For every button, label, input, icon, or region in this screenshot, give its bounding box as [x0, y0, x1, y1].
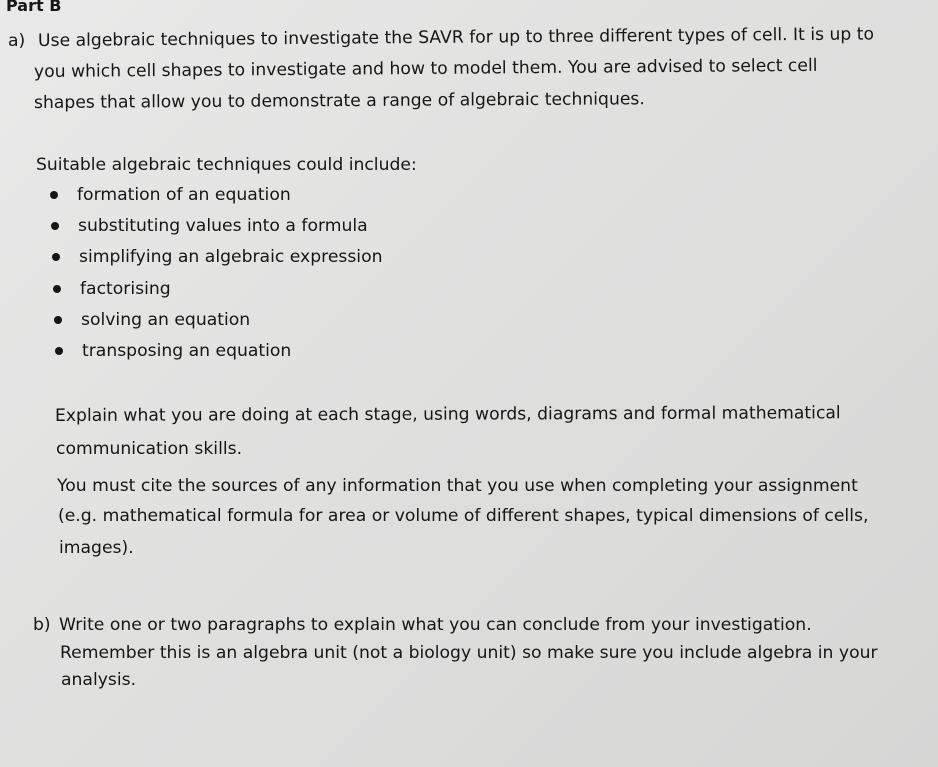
- part-b-line-1: Write one or two paragraphs to explain what you can conclude from your investigation.: [59, 615, 812, 635]
- technique-text: factorising: [80, 279, 171, 299]
- techniques-intro: Suitable algebraic techniques could include:: [36, 155, 417, 175]
- cite-line-1: You must cite the sources of any information that you use when completing your assignment: [57, 476, 858, 496]
- technique-text: simplifying an algebraic expression: [79, 247, 383, 267]
- technique-text: formation of an equation: [77, 185, 291, 205]
- bullet-icon: [51, 222, 59, 230]
- bullet-icon: [54, 316, 62, 324]
- cite-line-3: images).: [59, 538, 134, 558]
- cite-line-2: (e.g. mathematical formula for area or volume of different shapes, typical dimensions of cells,: [58, 506, 869, 526]
- part-a-line-3: shapes that allow you to demonstrate a range of algebraic techniques.: [33, 89, 645, 113]
- part-b-line-2: Remember this is an algebra unit (not a biology unit) so make sure you include algebra in your: [60, 643, 878, 663]
- part-a-line-2: you which cell shapes to investigate and how to model them. You are advised to select cell: [33, 55, 818, 82]
- part-b-line-3: analysis.: [61, 670, 137, 690]
- technique-text: solving an equation: [81, 310, 251, 330]
- bullet-icon: [52, 253, 60, 261]
- explain-line-2: communication skills.: [56, 439, 243, 459]
- explain-line-1: Explain what you are doing at each stage, using words, diagrams and formal mathematical: [54, 403, 841, 426]
- technique-text: substituting values into a formula: [78, 216, 368, 236]
- part-a-line-1: Use algebraic techniques to investigate the SAVR for up to three different types of cell. It is up to: [37, 24, 875, 51]
- section-heading: Part B: [6, 0, 62, 15]
- part-a-marker: a): [8, 31, 26, 51]
- bullet-icon: [55, 347, 63, 355]
- part-b-marker: b): [33, 615, 51, 635]
- bullet-icon: [53, 285, 61, 293]
- technique-text: transposing an equation: [82, 341, 292, 361]
- bullet-icon: [50, 191, 58, 199]
